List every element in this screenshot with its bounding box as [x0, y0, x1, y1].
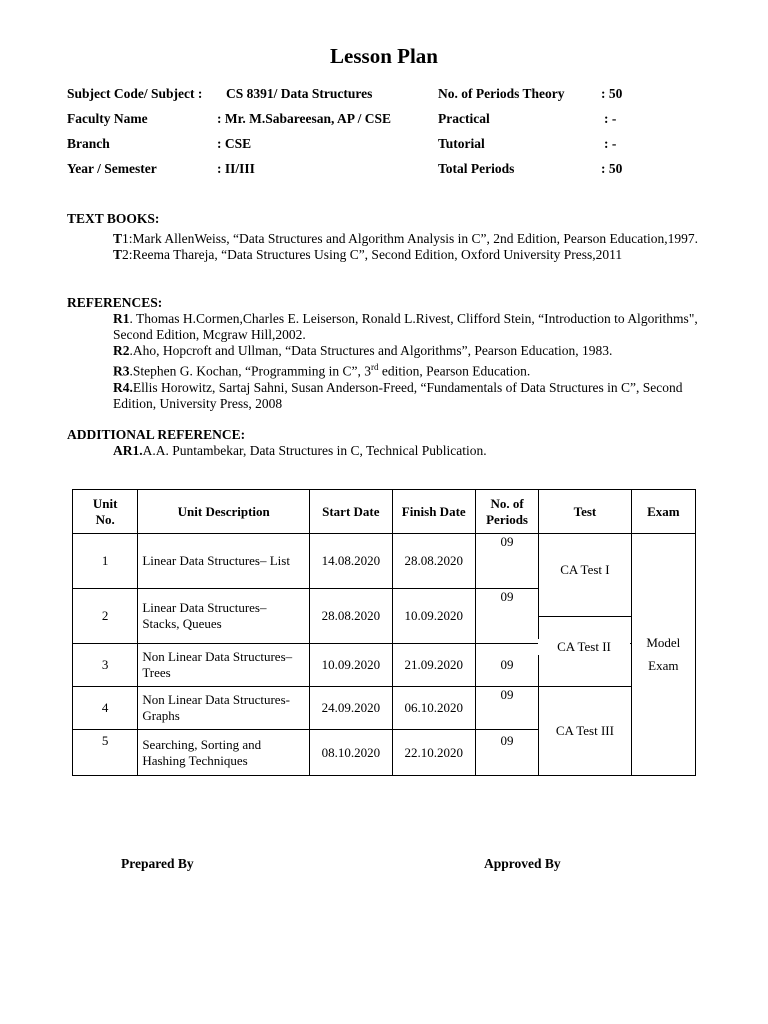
table-row — [73, 687, 696, 730]
page-title: Lesson Plan — [330, 44, 438, 68]
r4-id: R4. — [113, 379, 133, 395]
r4-text: Ellis Horowitz, Sartaj Sahni, Susan Anderson-Freed, “Fundamentals of Data Structures in C”, Second Edition, University Press, 2008 — [113, 379, 683, 411]
periods-count: 09 — [475, 687, 538, 730]
reference-ar1 — [113, 443, 707, 459]
periods-count: 09 — [475, 644, 538, 687]
test-cell-2-label: CA Test II — [538, 639, 630, 655]
practical-label: Practical — [438, 111, 490, 126]
text-books-section — [67, 211, 707, 263]
unit-number: 3 — [73, 644, 138, 687]
year-label: Year / Semester — [67, 161, 157, 176]
r3-superscript: rd — [370, 362, 379, 372]
t1-id: T — [113, 231, 123, 246]
reference-r1 — [113, 311, 707, 343]
branch-value: : CSE — [217, 136, 252, 151]
text-book-t1 — [113, 231, 707, 247]
reference-r3 — [113, 359, 707, 380]
r2-text: .Aho, Hopcroft and Ullman, “Data Structures and Algorithms”, Pearson Education, 1983. — [129, 343, 613, 358]
test-cell-3: CA Test III — [539, 687, 631, 776]
tutorial-label: Tutorial — [438, 136, 485, 151]
unit-number: 4 — [73, 687, 138, 730]
ar1-id: AR1. — [113, 443, 143, 458]
r1-id: R1 — [113, 311, 130, 326]
unit-description: Linear Data Structures– Stacks, Queues — [138, 589, 310, 644]
table-row — [73, 534, 696, 589]
references-heading: REFERENCES: — [67, 295, 163, 310]
finish-date: 06.10.2020 — [392, 687, 475, 730]
unit-description: Searching, Sorting and Hashing Techniques — [138, 730, 310, 776]
unit-number: 2 — [73, 589, 138, 644]
header-exam: Exam — [631, 490, 695, 534]
prepared-by-label: Prepared By — [121, 856, 194, 871]
faculty-value: : Mr. M.Sabareesan, AP / CSE — [217, 111, 392, 126]
additional-reference-section — [67, 427, 707, 459]
unit-number: 1 — [73, 534, 138, 589]
test-cell-1: CA Test I — [539, 534, 631, 644]
lesson-plan-table — [72, 489, 696, 776]
start-date: 10.09.2020 — [310, 644, 392, 687]
finish-date: 22.10.2020 — [392, 730, 475, 776]
subject-label: Subject Code/ Subject : — [67, 86, 203, 101]
start-date: 08.10.2020 — [310, 730, 392, 776]
total-value: : 50 — [601, 161, 623, 176]
finish-date: 21.09.2020 — [392, 644, 475, 687]
text-books-heading: TEXT BOOKS: — [67, 211, 160, 226]
t2-text: 2:Reema Thareja, “Data Structures Using C”, Second Edition, Oxford University Press,2011 — [122, 247, 623, 262]
year-value: : II/III — [217, 161, 255, 176]
tutorial-value: : - — [604, 136, 617, 151]
finish-date: 28.08.2020 — [392, 534, 475, 589]
ar1-text: A.A. Puntambekar, Data Structures in C, Technical Publication. — [142, 443, 487, 458]
practical-value: : - — [604, 111, 617, 126]
theory-value: : 50 — [601, 86, 623, 101]
periods-count: 09 — [475, 730, 538, 776]
header-unit-no: Unit No. — [73, 490, 138, 534]
start-date: 28.08.2020 — [310, 589, 392, 644]
total-label: Total Periods — [438, 161, 515, 176]
unit-description: Linear Data Structures– List — [138, 534, 310, 589]
header-start-date: Start Date — [310, 490, 392, 534]
start-date: 14.08.2020 — [310, 534, 392, 589]
r3-id: R3 — [113, 363, 130, 379]
r2-id: R2 — [113, 343, 130, 358]
header-finish-date: Finish Date — [392, 490, 475, 534]
branch-label: Branch — [67, 136, 110, 151]
header-test: Test — [539, 490, 631, 534]
table-header-row — [73, 490, 696, 534]
periods-count: 09 — [475, 589, 538, 644]
subject-value: CS 8391/ Data Structures — [226, 86, 373, 101]
t2-id: T — [113, 247, 123, 262]
finish-date: 10.09.2020 — [392, 589, 475, 644]
test-divider-line — [538, 616, 631, 617]
unit-description: Non Linear Data Structures–Trees — [138, 644, 310, 687]
theory-label: No. of Periods Theory — [438, 86, 565, 101]
r1-text: . Thomas H.Cormen,Charles E. Leiserson, Ronald L.Rivest, Clifford Stein, “Introduction to Algorithms", Second Edition, Mcgraw Hill,2002. — [113, 311, 698, 342]
text-book-t2 — [113, 247, 707, 263]
start-date: 24.09.2020 — [310, 687, 392, 730]
approved-by-label: Approved By — [484, 856, 561, 871]
t1-text: 1:Mark AllenWeiss, “Data Structures and Algorithm Analysis in C”, 2nd Edition, Pearson Education,1997. — [122, 231, 698, 246]
references-section — [67, 295, 707, 412]
periods-count: 09 — [475, 534, 538, 589]
exam-line-1: Model — [646, 635, 681, 650]
r3-text-a: .Stephen G. Kochan, “Programming in C”, 3 — [129, 363, 371, 379]
faculty-label: Faculty Name — [67, 111, 148, 126]
reference-r2 — [113, 343, 707, 359]
header-periods: No. of Periods — [475, 490, 538, 534]
reference-r4 — [113, 380, 707, 412]
r3-text-b: edition, Pearson Education. — [378, 363, 531, 379]
unit-description: Non Linear Data Structures- Graphs — [138, 687, 310, 730]
unit-number: 5 — [73, 730, 138, 776]
additional-reference-heading: ADDITIONAL REFERENCE: — [67, 427, 246, 442]
exam-cell — [631, 534, 695, 776]
header-unit-description: Unit Description — [138, 490, 310, 534]
exam-line-2: Exam — [648, 658, 679, 673]
